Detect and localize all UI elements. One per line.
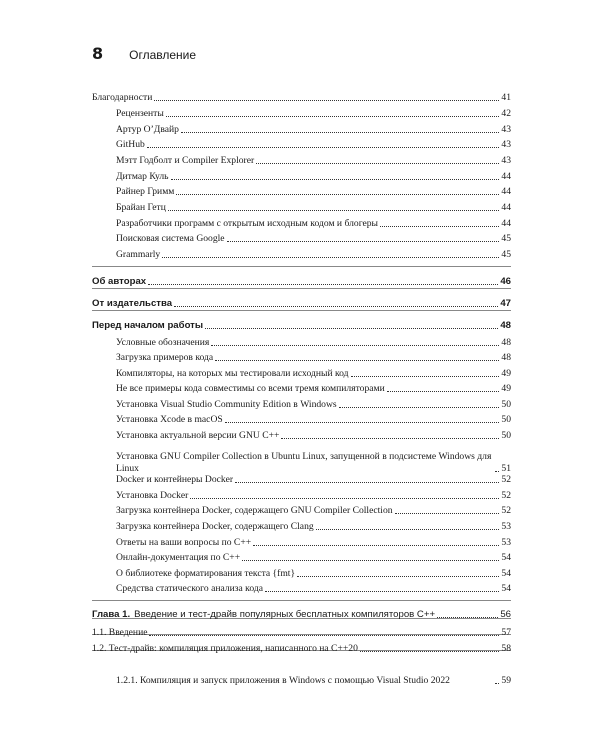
leader-dots: [339, 407, 500, 408]
toc-entry[interactable]: [116, 659, 511, 687]
leader-dots: [380, 226, 499, 227]
leader-dots: [316, 529, 500, 530]
toc-entry-title: Загрузка примеров кода: [116, 352, 214, 363]
toc-page-number: 50: [501, 414, 511, 425]
toc-entry[interactable]: [116, 171, 511, 183]
leader-dots: [256, 163, 499, 164]
toc-entry-title: 1.2.1. Компиляция и запуск приложения в Windows с помощью Visual Studio 2022: [116, 675, 450, 686]
toc-entry-title: Загрузка контейнера Docker, содержащего Clang: [116, 521, 314, 532]
toc-entry-title: Не все примеры кода совместимы со всеми тремя компиляторами: [116, 383, 385, 394]
toc-entry[interactable]: [116, 521, 511, 533]
toc-divider: [92, 266, 511, 267]
toc-page-number: 54: [501, 552, 511, 563]
leader-dots: [495, 471, 499, 472]
toc-page-number: 52: [501, 505, 511, 516]
leader-dots: [395, 513, 500, 514]
leader-dots: [162, 257, 499, 258]
toc-page-number: 44: [501, 171, 511, 182]
leader-dots: [242, 560, 499, 561]
toc-page-number: 53: [501, 537, 511, 548]
toc-entry[interactable]: [92, 298, 511, 310]
toc-page-number: 57: [501, 627, 511, 638]
toc-entry[interactable]: [116, 352, 511, 364]
toc-entry[interactable]: [116, 583, 511, 595]
toc-entry[interactable]: [116, 399, 511, 411]
toc-entry[interactable]: [116, 568, 511, 580]
toc-entry[interactable]: [116, 233, 511, 245]
toc-divider: [92, 310, 511, 311]
toc-entry[interactable]: [116, 537, 511, 549]
toc-page-number: 59: [501, 675, 511, 686]
toc-entry-title: Перед началом работы: [92, 320, 204, 331]
toc-entry-title: Установка Visual Studio Community Edition в Windows: [116, 399, 337, 410]
toc-page-number: 47: [500, 298, 511, 309]
toc-entry-title: Брайан Гетц: [116, 202, 166, 213]
toc-entry-title: 1.2. Тест-драйв: компиляция приложения, написанного на C++20: [92, 643, 358, 654]
toc-entry-title: От издательства: [92, 298, 173, 309]
leader-dots: [149, 635, 499, 636]
toc-entry[interactable]: [116, 155, 511, 167]
leader-dots: [253, 545, 499, 546]
leader-dots: [211, 345, 499, 346]
leader-dots: [174, 306, 498, 307]
toc-entry[interactable]: [116, 186, 511, 198]
toc-page-number: 54: [501, 568, 511, 579]
toc-entry[interactable]: [92, 609, 511, 621]
toc-entry[interactable]: [92, 276, 511, 288]
toc-divider: [92, 600, 511, 601]
toc-entry[interactable]: [116, 474, 511, 486]
toc-entry-title: Артур О’Двайр: [116, 124, 179, 135]
toc-entry-title: Об авторах: [92, 276, 147, 287]
toc-page-number: 44: [501, 218, 511, 229]
toc-entry-title: Средства статического анализа кода: [116, 583, 264, 594]
toc-entry-title: Рецензенты: [116, 108, 164, 119]
toc-entry[interactable]: [116, 139, 511, 151]
leader-dots: [166, 116, 500, 117]
toc-entry-title: Установка GNU Compiler Collection в Ubuntu Linux, запущенной в подсистеме Windows для Linux: [116, 451, 492, 474]
toc-entry[interactable]: [116, 430, 511, 442]
toc-entry-title: Дитмар Куль: [116, 171, 169, 182]
toc-page-number: 52: [501, 474, 511, 485]
toc-page-number: 52: [501, 490, 511, 501]
toc-entry[interactable]: [116, 383, 511, 395]
toc-entry[interactable]: [116, 249, 511, 261]
toc-entry[interactable]: [116, 505, 511, 517]
toc-page-number: 51: [501, 463, 511, 474]
toc-entry[interactable]: [116, 337, 511, 349]
toc-entry-title: О библиотеке форматирования текста {fmt}: [116, 568, 296, 579]
toc-entry[interactable]: [116, 368, 511, 380]
toc-entry-title: 1.1. Введение: [92, 627, 148, 638]
toc-page-number: 46: [500, 276, 511, 287]
toc-page-number: 48: [501, 352, 511, 363]
toc-entry-title: Разработчики программ с открытым исходным кодом и блогеры: [116, 218, 378, 229]
toc-page-number: 43: [501, 139, 511, 150]
leader-dots: [227, 241, 500, 242]
toc-entry-title: Райнер Гримм: [116, 186, 175, 197]
leader-dots: [225, 422, 500, 423]
toc-page-number: 41: [501, 92, 511, 103]
toc-entry-title: Ответы на ваши вопросы по C++: [116, 537, 252, 548]
toc-page-number: 54: [501, 583, 511, 594]
toc-entry-title: Загрузка контейнера Docker, содержащего GNU Compiler Collection: [116, 505, 393, 516]
toc-entry[interactable]: [116, 490, 511, 502]
leader-dots: [235, 482, 499, 483]
toc-entry-title: Глава 1. Введение и тест-драйв популярных бесплатных компиляторов C++: [92, 609, 436, 620]
page-number: 8: [92, 44, 104, 63]
leader-dots: [387, 391, 500, 392]
toc-page-number: 58: [501, 643, 511, 654]
toc-entry[interactable]: [116, 218, 511, 230]
leader-dots: [437, 617, 498, 618]
toc-entry-title: GitHub: [116, 139, 145, 150]
toc-entry-title: Установка актуальной версии GNU C++: [116, 430, 280, 441]
toc-page-number: 43: [501, 155, 511, 166]
leader-dots: [176, 194, 499, 195]
leader-dots: [265, 591, 499, 592]
toc-entry[interactable]: [116, 414, 511, 426]
toc-entry[interactable]: [92, 627, 511, 639]
leader-dots: [190, 498, 499, 499]
toc-entry[interactable]: [116, 552, 511, 564]
toc-entry[interactable]: [116, 108, 511, 120]
toc-entry-title: Установка Docker: [116, 490, 189, 501]
toc-entry-title: Мэтт Годболт и Compiler Explorer: [116, 155, 255, 166]
toc-page-number: 42: [501, 108, 511, 119]
toc-entry-title: Онлайн-документация по C++: [116, 552, 241, 563]
toc-page-number: 45: [501, 233, 511, 244]
toc-page-number: 49: [501, 383, 511, 394]
leader-dots: [351, 376, 500, 377]
leader-dots: [215, 360, 499, 361]
toc-page-number: 44: [501, 202, 511, 213]
toc-page-number: 50: [501, 430, 511, 441]
leader-dots: [495, 683, 499, 684]
toc-entry[interactable]: [116, 447, 511, 475]
leader-dots: [168, 210, 500, 211]
toc-entry[interactable]: [92, 92, 511, 104]
toc-entry[interactable]: [116, 124, 511, 136]
toc-divider: [92, 288, 511, 289]
leader-dots: [181, 132, 499, 133]
running-title: Оглавление: [129, 48, 197, 62]
toc-entry[interactable]: [116, 202, 511, 214]
toc-entry-title: Благодарности: [92, 92, 153, 103]
toc-entry-title: Поисковая система Google: [116, 233, 225, 244]
toc-entry-title: Docker и контейнеры Docker: [116, 474, 234, 485]
toc-page-number: 49: [501, 368, 511, 379]
toc-entry-title: Grammarly: [116, 249, 161, 260]
toc-entry-title: Установка Xcode в macOS: [116, 414, 223, 425]
leader-dots: [148, 284, 498, 285]
chapter-label: Глава 1.: [92, 609, 131, 620]
leader-dots: [360, 651, 500, 652]
toc-entry-title: Условные обозначения: [116, 337, 210, 348]
toc-entry-title: Компиляторы, на которых мы тестировали исходный код: [116, 368, 349, 379]
toc-page-number: 48: [500, 320, 511, 331]
toc-page-number: 53: [501, 521, 511, 532]
leader-dots: [171, 179, 500, 180]
leader-dots: [205, 328, 498, 329]
toc-entry[interactable]: [92, 643, 511, 655]
toc-page-number: 44: [501, 186, 511, 197]
toc-page-number: 56: [500, 609, 511, 620]
toc-page-number: 48: [501, 337, 511, 348]
toc-entry[interactable]: [92, 320, 511, 332]
leader-dots: [297, 576, 499, 577]
toc-page-number: 50: [501, 399, 511, 410]
toc-page-number: 43: [501, 124, 511, 135]
leader-dots: [281, 438, 499, 439]
leader-dots: [147, 147, 500, 148]
leader-dots: [154, 100, 499, 101]
toc-page-number: 45: [501, 249, 511, 260]
